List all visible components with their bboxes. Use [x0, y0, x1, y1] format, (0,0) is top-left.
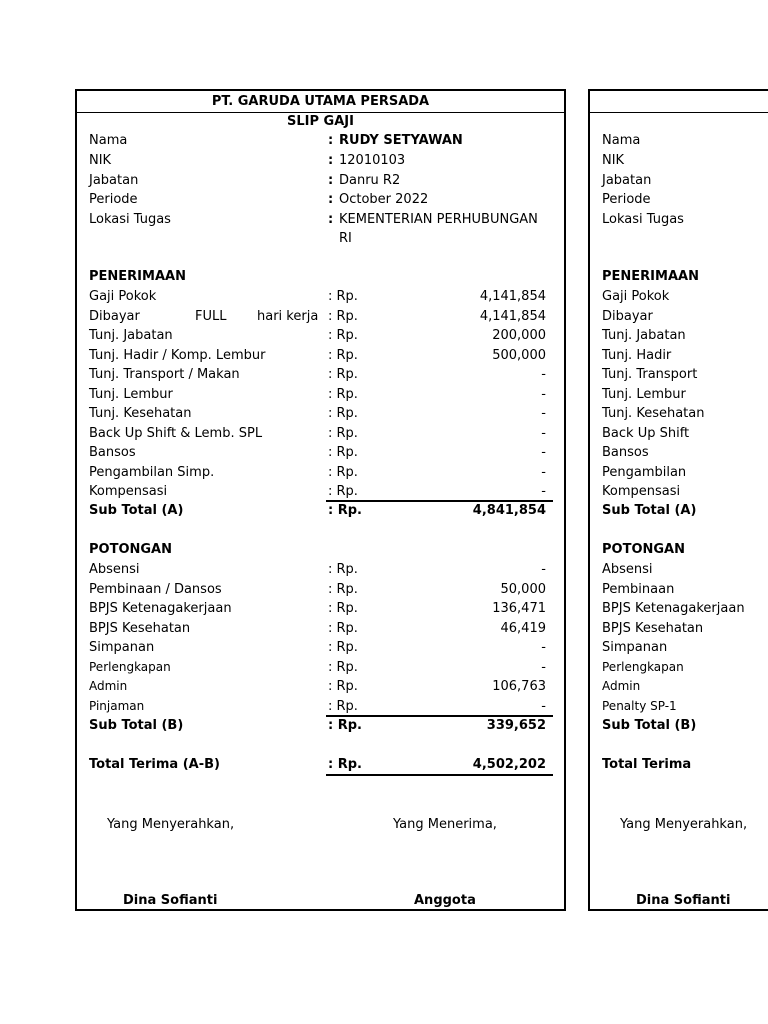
left-sign-caption-cropped: Yang Menyerahkan, — [620, 817, 748, 832]
subtotal-a-value: 4,841,854 — [472, 503, 546, 518]
identity-row — [77, 131, 564, 150]
right-sign-caption: Yang Menerima, — [393, 817, 497, 832]
identity-row — [77, 190, 564, 209]
currency: : Rp. — [328, 659, 358, 675]
penerimaan-row — [77, 424, 564, 443]
penerimaan-label-cropped: Gaji Pokok — [602, 289, 670, 304]
identity-label-cropped: Periode — [602, 192, 651, 207]
item-label: Tunj. Kesehatan — [89, 406, 192, 421]
identity-label: Periode — [89, 192, 138, 207]
identity-label: Jabatan — [89, 173, 139, 188]
penerimaan-label-cropped: Back Up Shift — [602, 425, 690, 441]
item-mid2: hari kerja — [257, 308, 319, 324]
item-amount: 200,000 — [492, 328, 546, 343]
item-label: Tunj. Hadir / Komp. Lembur — [89, 347, 266, 363]
potongan-row — [77, 697, 564, 716]
left-sign-name: Dina Sofianti — [123, 893, 218, 908]
penerimaan-label-cropped: Kompensasi — [602, 484, 681, 499]
currency: : Rp. — [328, 620, 358, 636]
currency: : Rp. — [328, 640, 358, 655]
potongan-label-cropped: Penalty SP-1 — [602, 698, 677, 713]
identity-row — [77, 151, 564, 170]
colon: : — [328, 173, 334, 188]
item-label: Pembinaan / Dansos — [89, 581, 222, 597]
potongan-row — [77, 658, 564, 677]
colon: : — [328, 133, 334, 148]
subtotal-b-cropped: Sub Total (B) — [602, 718, 697, 733]
currency: : Rp. — [328, 484, 358, 499]
item-amount: 50,000 — [500, 581, 546, 597]
penerimaan-row — [77, 307, 564, 326]
item-amount: - — [541, 386, 546, 402]
identity-label-cropped: Nama — [602, 133, 641, 148]
currency: : Rp. — [328, 445, 358, 460]
identity-value: Danru R2 — [339, 173, 401, 188]
slip-title: SLIP GAJI — [287, 114, 354, 129]
item-label: Perlengkapan — [89, 659, 171, 674]
identity-value: KEMENTERIAN PERHUBUNGAN — [339, 212, 538, 227]
item-amount: - — [541, 367, 546, 382]
penerimaan-row — [77, 385, 564, 404]
item-amount: - — [541, 425, 546, 441]
subtotal-a-currency: : Rp. — [328, 503, 362, 518]
item-amount: - — [541, 698, 546, 714]
item-label: BPJS Ketenagakerjaan — [89, 601, 232, 616]
potongan-row — [77, 560, 564, 579]
item-amount: - — [541, 445, 546, 460]
total-label: Total Terima (A-B) — [89, 757, 220, 772]
currency: : Rp. — [328, 308, 358, 324]
subtotal-b-label: Sub Total (B) — [89, 718, 184, 733]
item-amount: - — [541, 406, 546, 421]
colon: : — [328, 153, 334, 168]
penerimaan-label-cropped: Pengambilan — [602, 464, 687, 480]
potongan-label-cropped: BPJS Kesehatan — [602, 620, 704, 636]
item-amount: - — [541, 659, 546, 675]
penerimaan-row — [77, 346, 564, 365]
salary-slip-cropped — [588, 89, 768, 911]
identity-row-cont — [77, 229, 564, 248]
total-rule — [326, 774, 553, 776]
penerimaan-heading-cropped: PENERIMAAN — [602, 269, 699, 284]
item-label: Dibayar — [89, 308, 140, 324]
potongan-label-cropped: BPJS Ketenagakerjaan — [602, 601, 745, 616]
identity-value: RUDY SETYAWAN — [339, 133, 463, 148]
potongan-label-cropped: Admin — [602, 679, 641, 693]
subtotal-b-row — [77, 716, 564, 735]
identity-label: Lokasi Tugas — [89, 212, 171, 227]
item-label: Bansos — [89, 445, 136, 460]
item-label: Gaji Pokok — [89, 289, 157, 304]
penerimaan-row — [77, 365, 564, 384]
subtotal-b-currency: : Rp. — [328, 718, 362, 733]
subtotal-a-cropped: Sub Total (A) — [602, 503, 697, 518]
item-label: Tunj. Lembur — [89, 386, 173, 402]
identity-label-cropped: Jabatan — [602, 173, 652, 188]
item-amount: - — [541, 464, 546, 480]
potongan-label-cropped: Pembinaan — [602, 581, 675, 597]
identity-label: Nama — [89, 133, 128, 148]
item-label: Tunj. Transport / Makan — [89, 367, 240, 382]
identity-label: NIK — [89, 153, 112, 168]
currency: : Rp. — [328, 464, 358, 480]
total-currency: : Rp. — [328, 757, 362, 772]
item-label: Admin — [89, 679, 128, 693]
item-amount: 500,000 — [492, 347, 546, 363]
colon: : — [328, 192, 334, 207]
penerimaan-label-cropped: Tunj. Lembur — [602, 386, 686, 402]
subtotal-a-row — [77, 501, 564, 520]
currency: : Rp. — [328, 406, 358, 421]
potongan-label-cropped: Perlengkapan — [602, 659, 684, 674]
penerimaan-label-cropped: Tunj. Hadir — [602, 347, 672, 363]
item-amount: 136,471 — [492, 601, 546, 616]
potongan-row — [77, 580, 564, 599]
identity-value: 12010103 — [339, 153, 406, 168]
total-value: 4,502,202 — [472, 757, 546, 772]
penerimaan-row — [77, 404, 564, 423]
item-amount: 4,141,854 — [479, 308, 546, 324]
item-label: Back Up Shift & Lemb. SPL — [89, 425, 263, 441]
potongan-label-cropped: Absensi — [602, 562, 653, 577]
item-label: Tunj. Jabatan — [89, 328, 173, 343]
currency: : Rp. — [328, 562, 358, 577]
identity-label-cropped: NIK — [602, 153, 625, 168]
left-sign-caption: Yang Menyerahkan, — [107, 817, 235, 832]
item-amount: - — [541, 562, 546, 577]
identity-value-cont: RI — [339, 231, 352, 246]
penerimaan-label-cropped: Tunj. Transport — [602, 367, 698, 382]
colon: : — [328, 212, 334, 227]
potongan-label-cropped: Simpanan — [602, 640, 668, 655]
potongan-heading-cropped: POTONGAN — [602, 542, 685, 557]
currency: : Rp. — [328, 347, 358, 363]
item-amount: 4,141,854 — [479, 289, 546, 304]
item-mid: FULL — [195, 308, 227, 324]
currency: : Rp. — [328, 289, 358, 304]
penerimaan-label-cropped: Tunj. Jabatan — [602, 328, 686, 343]
potongan-row — [77, 599, 564, 618]
penerimaan-heading-text: PENERIMAAN — [89, 269, 186, 284]
currency: : Rp. — [328, 386, 358, 402]
currency: : Rp. — [328, 601, 358, 616]
identity-label-cropped: Lokasi Tugas — [602, 212, 684, 227]
company-name-cropped — [590, 91, 768, 113]
salary-slip — [75, 89, 566, 911]
penerimaan-row — [77, 463, 564, 482]
potongan-row — [77, 638, 564, 657]
right-sign-name: Anggota — [414, 893, 476, 908]
item-amount: - — [541, 484, 546, 499]
company-name: PT. GARUDA UTAMA PERSADA — [77, 91, 564, 113]
currency: : Rp. — [328, 698, 358, 714]
item-amount: 106,763 — [492, 679, 546, 694]
penerimaan-row — [77, 482, 564, 501]
item-label: BPJS Kesehatan — [89, 620, 191, 636]
identity-row — [77, 210, 564, 229]
item-amount: 46,419 — [500, 620, 546, 636]
total-label-cropped: Total Terima — [602, 757, 692, 772]
identity-row — [77, 171, 564, 190]
potongan-heading-text: POTONGAN — [89, 542, 172, 557]
currency: : Rp. — [328, 679, 358, 694]
identity-value: October 2022 — [339, 192, 429, 207]
item-label: Absensi — [89, 562, 140, 577]
item-amount: - — [541, 640, 546, 655]
currency: : Rp. — [328, 328, 358, 343]
currency: : Rp. — [328, 367, 358, 382]
subtotal-b-value: 339,652 — [486, 718, 546, 733]
penerimaan-label-cropped: Bansos — [602, 445, 649, 460]
penerimaan-row — [77, 443, 564, 462]
currency: : Rp. — [328, 581, 358, 597]
subtotal-a-label: Sub Total (A) — [89, 503, 184, 518]
penerimaan-row — [77, 287, 564, 306]
penerimaan-label-cropped: Dibayar — [602, 308, 653, 324]
currency: : Rp. — [328, 425, 358, 441]
item-label: Pengambilan Simp. — [89, 464, 215, 480]
penerimaan-label-cropped: Tunj. Kesehatan — [602, 406, 705, 421]
penerimaan-row — [77, 326, 564, 345]
item-label: Kompensasi — [89, 484, 168, 499]
item-label: Simpanan — [89, 640, 155, 655]
item-label: Pinjaman — [89, 698, 145, 713]
total-row — [77, 755, 564, 774]
potongan-row — [77, 619, 564, 638]
potongan-row — [77, 677, 564, 696]
left-sign-name-cropped: Dina Sofianti — [636, 893, 731, 908]
